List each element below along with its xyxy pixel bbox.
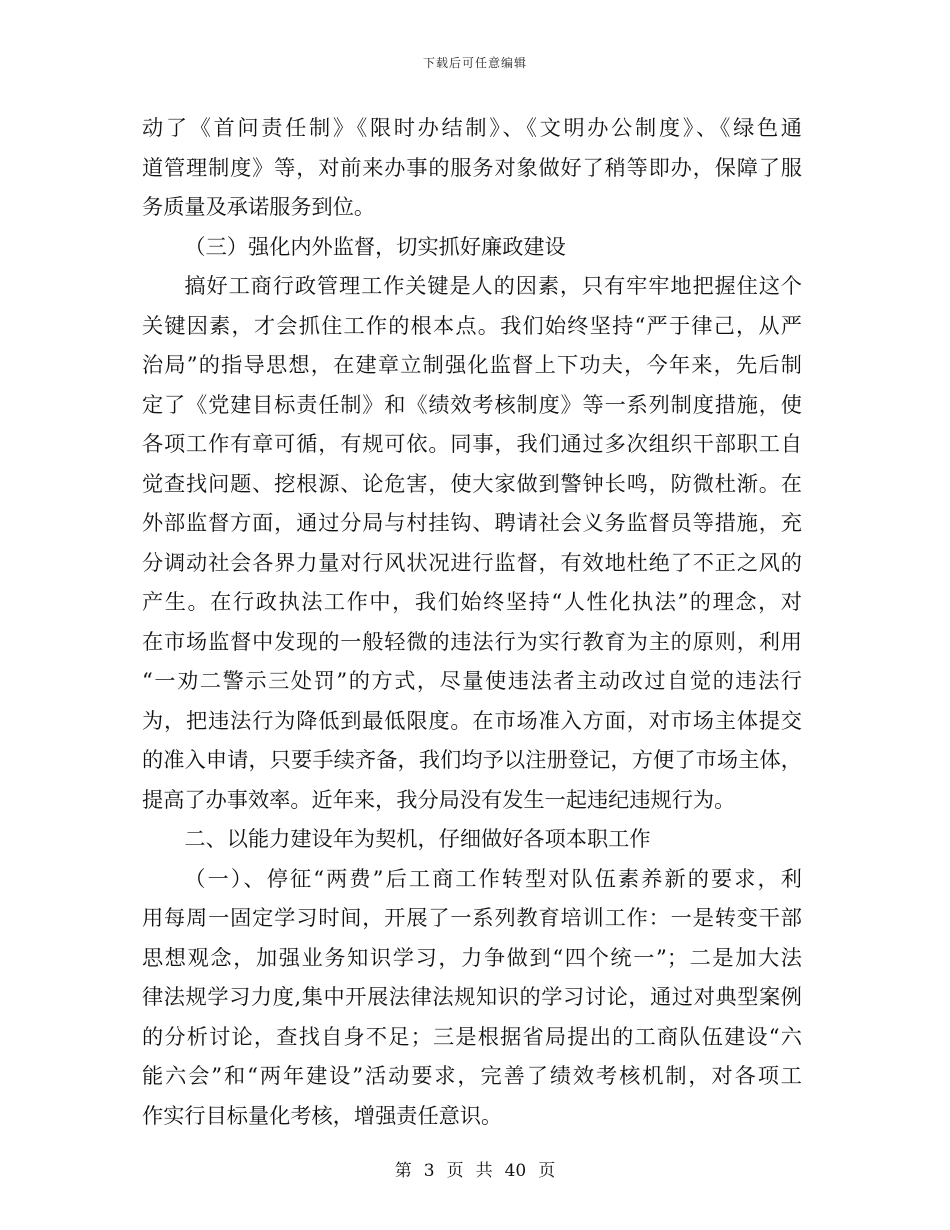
text-line: “一劝二警示三处罚”的方式，尽量使违法者主动改过自觉的违法行 <box>142 668 802 693</box>
text-line: 务质量及承诺服务到位。 <box>142 194 376 219</box>
text-line: 思想观念，加强业务知识学习，力争做到“四个统一”；二是加大法 <box>142 944 802 970</box>
text-line: 各项工作有章可循，有规可依。同事，我们通过多次组织干部职工自 <box>142 431 802 456</box>
footer-total-pages: 40 <box>504 1161 527 1181</box>
text-line: 动了《首问责任制》《限时办结制》、《文明办公制度》、《绿色通 <box>142 115 802 140</box>
text-line: 治局”的指导思想，在建章立制强化监督上下功夫，今年来，先后制 <box>142 352 802 377</box>
text-line: 分调动社会各界力量对行风状况进行监督，有效地杜绝了不正之风的 <box>142 549 802 575</box>
footer-prefix: 第 <box>394 1161 412 1181</box>
text-line: 作实行目标量化考核，增强责任意识。 <box>142 1102 503 1128</box>
footer-current-page: 3 <box>423 1161 435 1181</box>
text-line: 的准入申请，只要手续齐备，我们均予以注册登记，方便了市场主体， <box>142 747 802 772</box>
text-line: 觉查找问题、挖根源、论危害，使大家做到警钟长鸣，防微杜渐。在 <box>142 470 802 496</box>
text-line: 的分析讨论，查找自身不足；三是根据省局提出的工商队伍建设“六 <box>142 1023 802 1049</box>
footer-total-word: 共 <box>475 1161 493 1181</box>
body-text <box>142 108 802 1135</box>
text-line: 在市场监督中发现的一般轻微的违法行为实行教育为主的原则，利用 <box>142 628 802 654</box>
footer-suffix: 页 <box>538 1161 556 1181</box>
page-header-note: 下载后可任意编辑 <box>422 56 527 70</box>
text-line: 外部监督方面，通过分局与村挂钩、聘请社会义务监督员等措施，充 <box>142 510 802 535</box>
text-line: 产生。在行政执法工作中，我们始终坚持“人性化执法”的理念，对 <box>142 589 802 614</box>
footer-page-word: 页 <box>446 1161 464 1181</box>
text-line: （三）强化内外监督，切实抓好廉政建设 <box>184 233 566 259</box>
text-line: 二、以能力建设年为契机，仔细做好各项本职工作 <box>184 826 651 851</box>
text-line: 用每周一固定学习时间，开展了一系列教育培训工作：一是转变干部 <box>142 905 802 930</box>
text-line: 律法规学习力度,集中开展法律法规知识的学习讨论，通过对典型案例 <box>142 984 802 1009</box>
text-line: 能六会”和“两年建设”活动要求，完善了绩效考核机制，对各项工 <box>142 1063 802 1088</box>
text-line: 为，把违法行为降低到最低限度。在市场准入方面，对市场主体提交 <box>142 707 802 733</box>
text-line: 定了《党建目标责任制》和《绩效考核制度》等一系列制度措施，使 <box>142 391 802 417</box>
text-line: 道管理制度》等，对前来办事的服务对象做好了稍等即办，保障了服 <box>142 154 802 180</box>
text-line: 提高了办事效率。近年来，我分局没有发生一起违纪违规行为。 <box>142 786 736 812</box>
page-footer <box>0 1156 950 1181</box>
text-line: 关键因素，才会抓住工作的根本点。我们始终坚持“严于律己，从严 <box>142 312 802 338</box>
text-line: （一）、停征“两费”后工商工作转型对队伍素养新的要求，利 <box>184 865 802 891</box>
text-line: 搞好工商行政管理工作关键是人的因素，只有牢牢地把握住这个 <box>184 273 802 298</box>
